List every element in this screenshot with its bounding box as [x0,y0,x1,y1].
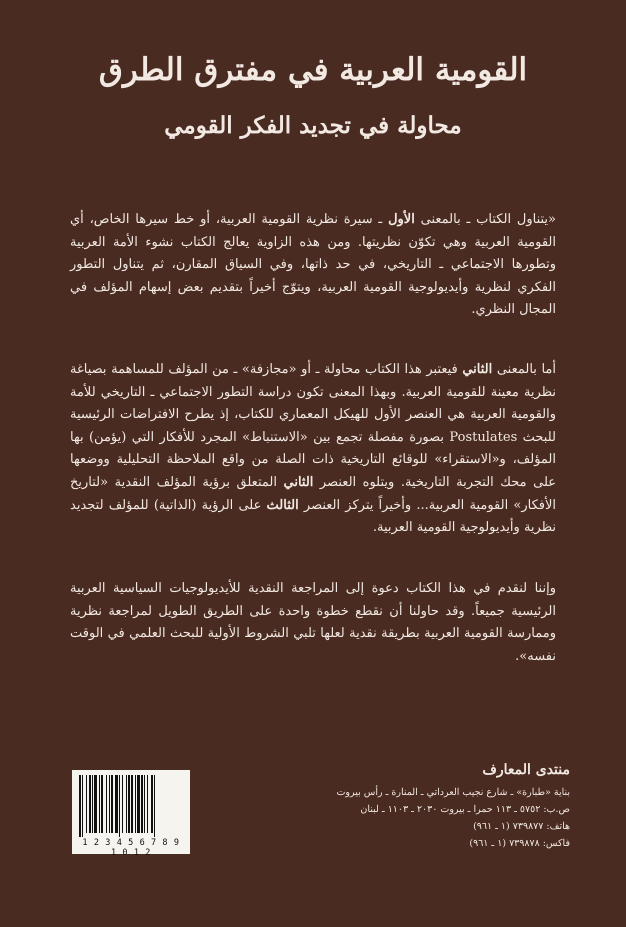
publisher-phone: هاتف: ٧٣٩٨٧٧ (١ ـ ٩٦١) [473,821,570,832]
paragraph-text: ـ سيرة نظرية القومية العربية، أو خط سيرها الخاص، أي القومية العربية وهي تكوّن نظريتها. ومن هذه الزاوية يعالج الكتاب نشوء الأمة العربية وتطورها الاجتماعي ـ التاريخي، في حد ذاتها، وفي السياق المقارن، ثم يتناول التطور الفكري لنظرية وأيديولوجية القومية العربية، ويتوّج أخيراً بتقديم بعض إسهام المؤلف في المجال النظري. [70,212,556,318]
barcode-bar [154,775,155,837]
barcode-bar [128,775,130,833]
barcode-bar [122,775,123,833]
barcode-bar [89,775,91,833]
barcode-bar [101,775,103,833]
barcode-bar [109,775,110,833]
barcode-bar [92,775,93,833]
barcode-bar [144,775,145,833]
publisher-block [310,762,570,852]
paragraph-text: فيعتبر هذا الكتاب محاولة ـ أو «مجازفة» ـ من المؤلف للمساهمة بصياغة نظرية معينة للقومية العربية. وبهذا المعنى تكون دراسة التطور الاجتماعي ـ التاريخي للأمة والقومية العربية هي العنصر الأول للهيكل المعماري للكتاب، إذ يطرح الافتراضات الرئيسية للبحث Postulates بصورة مفصلة تجمع بين «الاستنباط» المجرد للأفكار التي (يؤمن) بها المؤلف، و«الاستقراء» للوقائع التاريخية ذات الصلة من واقع الملاحظة التحليلية ووضعها على محك التجربة التاريخية. ويتلوه العنصر [70,362,557,490]
barcode [72,770,190,858]
barcode-bar [137,775,140,833]
barcode-bar [82,775,83,837]
emphasis-first: الأول [388,212,415,227]
publisher-po-box: ص.ب: ٥٧٥٢ ـ ١١٣ حمرا ـ بيروت ٢٠٣٠ ـ ١١٠٣ ـ لبنان [360,804,570,815]
paragraph-text: على الرؤية (الذاتية) للمؤلف لتجديد نظرية وأيديولوجية القومية العربية. [70,497,556,536]
barcode-bar [147,775,148,833]
paragraph-text: أما بالمعنى [492,362,557,377]
barcode-bar [151,775,153,833]
barcode-bar [115,775,118,833]
barcode-bar [106,775,107,833]
publisher-fax: فاكس: ٧٣٩٨٧٨ (١ ـ ٩٦١) [469,838,570,849]
barcode-bar [111,775,113,833]
barcode-bars [78,775,184,837]
barcode-bar [86,775,87,833]
barcode-bar [141,775,143,833]
barcode-bar [79,775,81,837]
paragraph-text: «يتناول الكتاب ـ بالمعنى [414,212,556,227]
barcode-number: 1 2 3 4 5 6 7 8 9 1 0 1 2 [82,838,180,858]
barcode-bar [119,775,120,837]
book-subtitle: محاولة في تجديد الفكر القومي [164,112,462,139]
barcode-bar [94,775,97,833]
emphasis-second: الثاني [462,362,493,377]
paragraph-closing: وإننا لنقدم في هذا الكتاب دعوة إلى المراجعة النقدية للأيديولوجيات السياسية العربية الرئيسية جميعاً. وقد حاولنا أن نقطع خطوة واحدة على الطريق الطويل لمراجعة نظرية وممارسة القومية العربية بطريقة نقدية لعلها تلبي الشروط الأولية للبحث العلمي في الوقت نفسه». [70,581,556,664]
barcode-bar [99,775,100,833]
emphasis-second-element: الثاني [283,474,314,490]
barcode-bar [126,775,127,833]
paragraph-second-meaning [70,359,556,540]
barcode-bar [131,775,133,833]
publisher-name: منتدى المعارف [482,762,570,778]
book-title: القومية العربية في مفترق الطرق [98,52,528,88]
publisher-address: بناية «طبارة» ـ شارع نجيب العرداتي ـ المنارة ـ رأس بيروت [336,787,570,798]
paragraph-first-meaning [70,209,556,322]
barcode-bar [135,775,136,833]
paragraph-text: المتعلق برؤية المؤلف النقدية «لتاريخ الأفكار» القومية العربية... وأخيراً يتركز العنصر [70,474,556,513]
emphasis-third-element: الثالث [266,497,299,513]
